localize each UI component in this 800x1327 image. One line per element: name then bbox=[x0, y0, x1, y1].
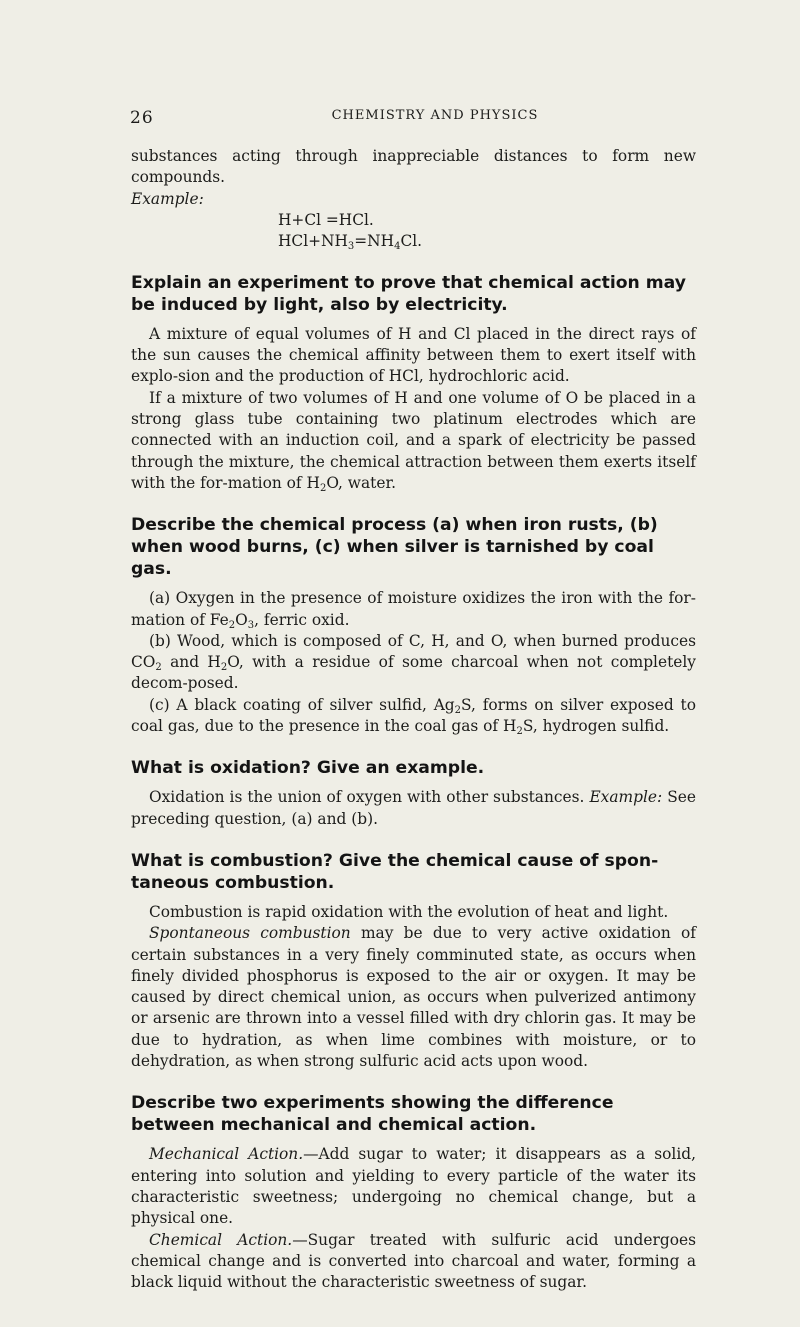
question-heading-5: Describe two experiments showing the difference between mechanical and chemical action. bbox=[131, 1093, 614, 1136]
running-header bbox=[130, 108, 710, 128]
running-title: CHEMISTRY AND PHYSICS bbox=[331, 108, 539, 123]
answer-paragraph: Oxidation is the union of oxygen with other substances. Example: See preceding question, (a) and (b). bbox=[131, 788, 696, 828]
answer-paragraph-b: (b) Wood, which is composed of C, H, and O, when burned produces $CO_2$ and $H_2O$, with a residue of some charcoal when not completely decom-posed. bbox=[131, 631, 696, 693]
question-heading-4: What is combustion? Give the chemical cause of spon-taneous combustion. bbox=[131, 850, 659, 893]
answer-paragraph-mechanical: Mechanical Action.—Add sugar to water; it disappears as a solid, entering into solution and yielding to every particle of the water its characteristic sweetness; undergoing no chemical change, but a physical one. bbox=[131, 1145, 696, 1228]
answer-paragraph-a: (a) Oxygen in the presence of moisture oxidizes the iron with the for-mation of $Fe_2O_3$, ferric oxid. bbox=[131, 589, 696, 631]
example-label: Example: bbox=[131, 189, 204, 208]
equation-2: $HCl+NH_3=NH_4Cl$. bbox=[278, 231, 423, 252]
answer-paragraph: A mixture of equal volumes of H and Cl placed in the direct rays of the sun causes the chemical affinity between them to exert itself with explo-sion and the production of HCl, hydrochloric acid. bbox=[131, 324, 696, 386]
page-content bbox=[131, 146, 696, 1293]
answer-paragraph: Spontaneous combustion may be due to very active oxidation of certain substances in a very finely comminuted state, as occurs when finely divided phosphorus is exposed to the air or oxygen. It may be caused by direct chemical union, as occurs when pulverized antimony or arsenic are thrown into a vessel filled with dry chlorin gas. It may be due to hydration, as when lime combines with moisture, or to dehydration, as when strong sulfuric acid acts upon wood. bbox=[131, 924, 696, 1071]
question-heading-2: Describe the chemical process (a) when iron rusts, (b) when wood burns, (c) when silver is tarnished by coal gas. bbox=[131, 515, 658, 580]
answer-paragraph: If a mixture of two volumes of H and one volume of O be placed in a strong glass tube containing two platinum electrodes which are connected with an induction coil, and a spark of electricity be passed through the mixture, the chemical attraction between them exerts itself with the for-mation of $H_2O$, water. bbox=[131, 388, 696, 494]
answer-paragraph-chemical: Chemical Action.—Sugar treated with sulfuric acid undergoes chemical change and is converted into charcoal and water, forming a black liquid without the characteristic sweetness of sugar. bbox=[131, 1230, 697, 1292]
page-number: 26 bbox=[130, 108, 154, 128]
question-heading-3: What is oxidation? Give an example. bbox=[131, 758, 485, 779]
answer-paragraph-c: (c) A black coating of silver sulfid, $Ag_2S$, forms on silver exposed to coal gas, due to the presence in the coal gas of $H_2S$, hydrogen sulfid. bbox=[131, 695, 696, 738]
answer-paragraph: Combustion is rapid oxidation with the evolution of heat and light. bbox=[149, 902, 669, 921]
equation-1: H+Cl =HCl. bbox=[278, 210, 374, 229]
question-heading-1: Explain an experiment to prove that chemical action may be induced by light, also by electricity. bbox=[131, 272, 686, 315]
intro-text: substances acting through inappreciable distances to form new compounds. bbox=[131, 147, 696, 187]
